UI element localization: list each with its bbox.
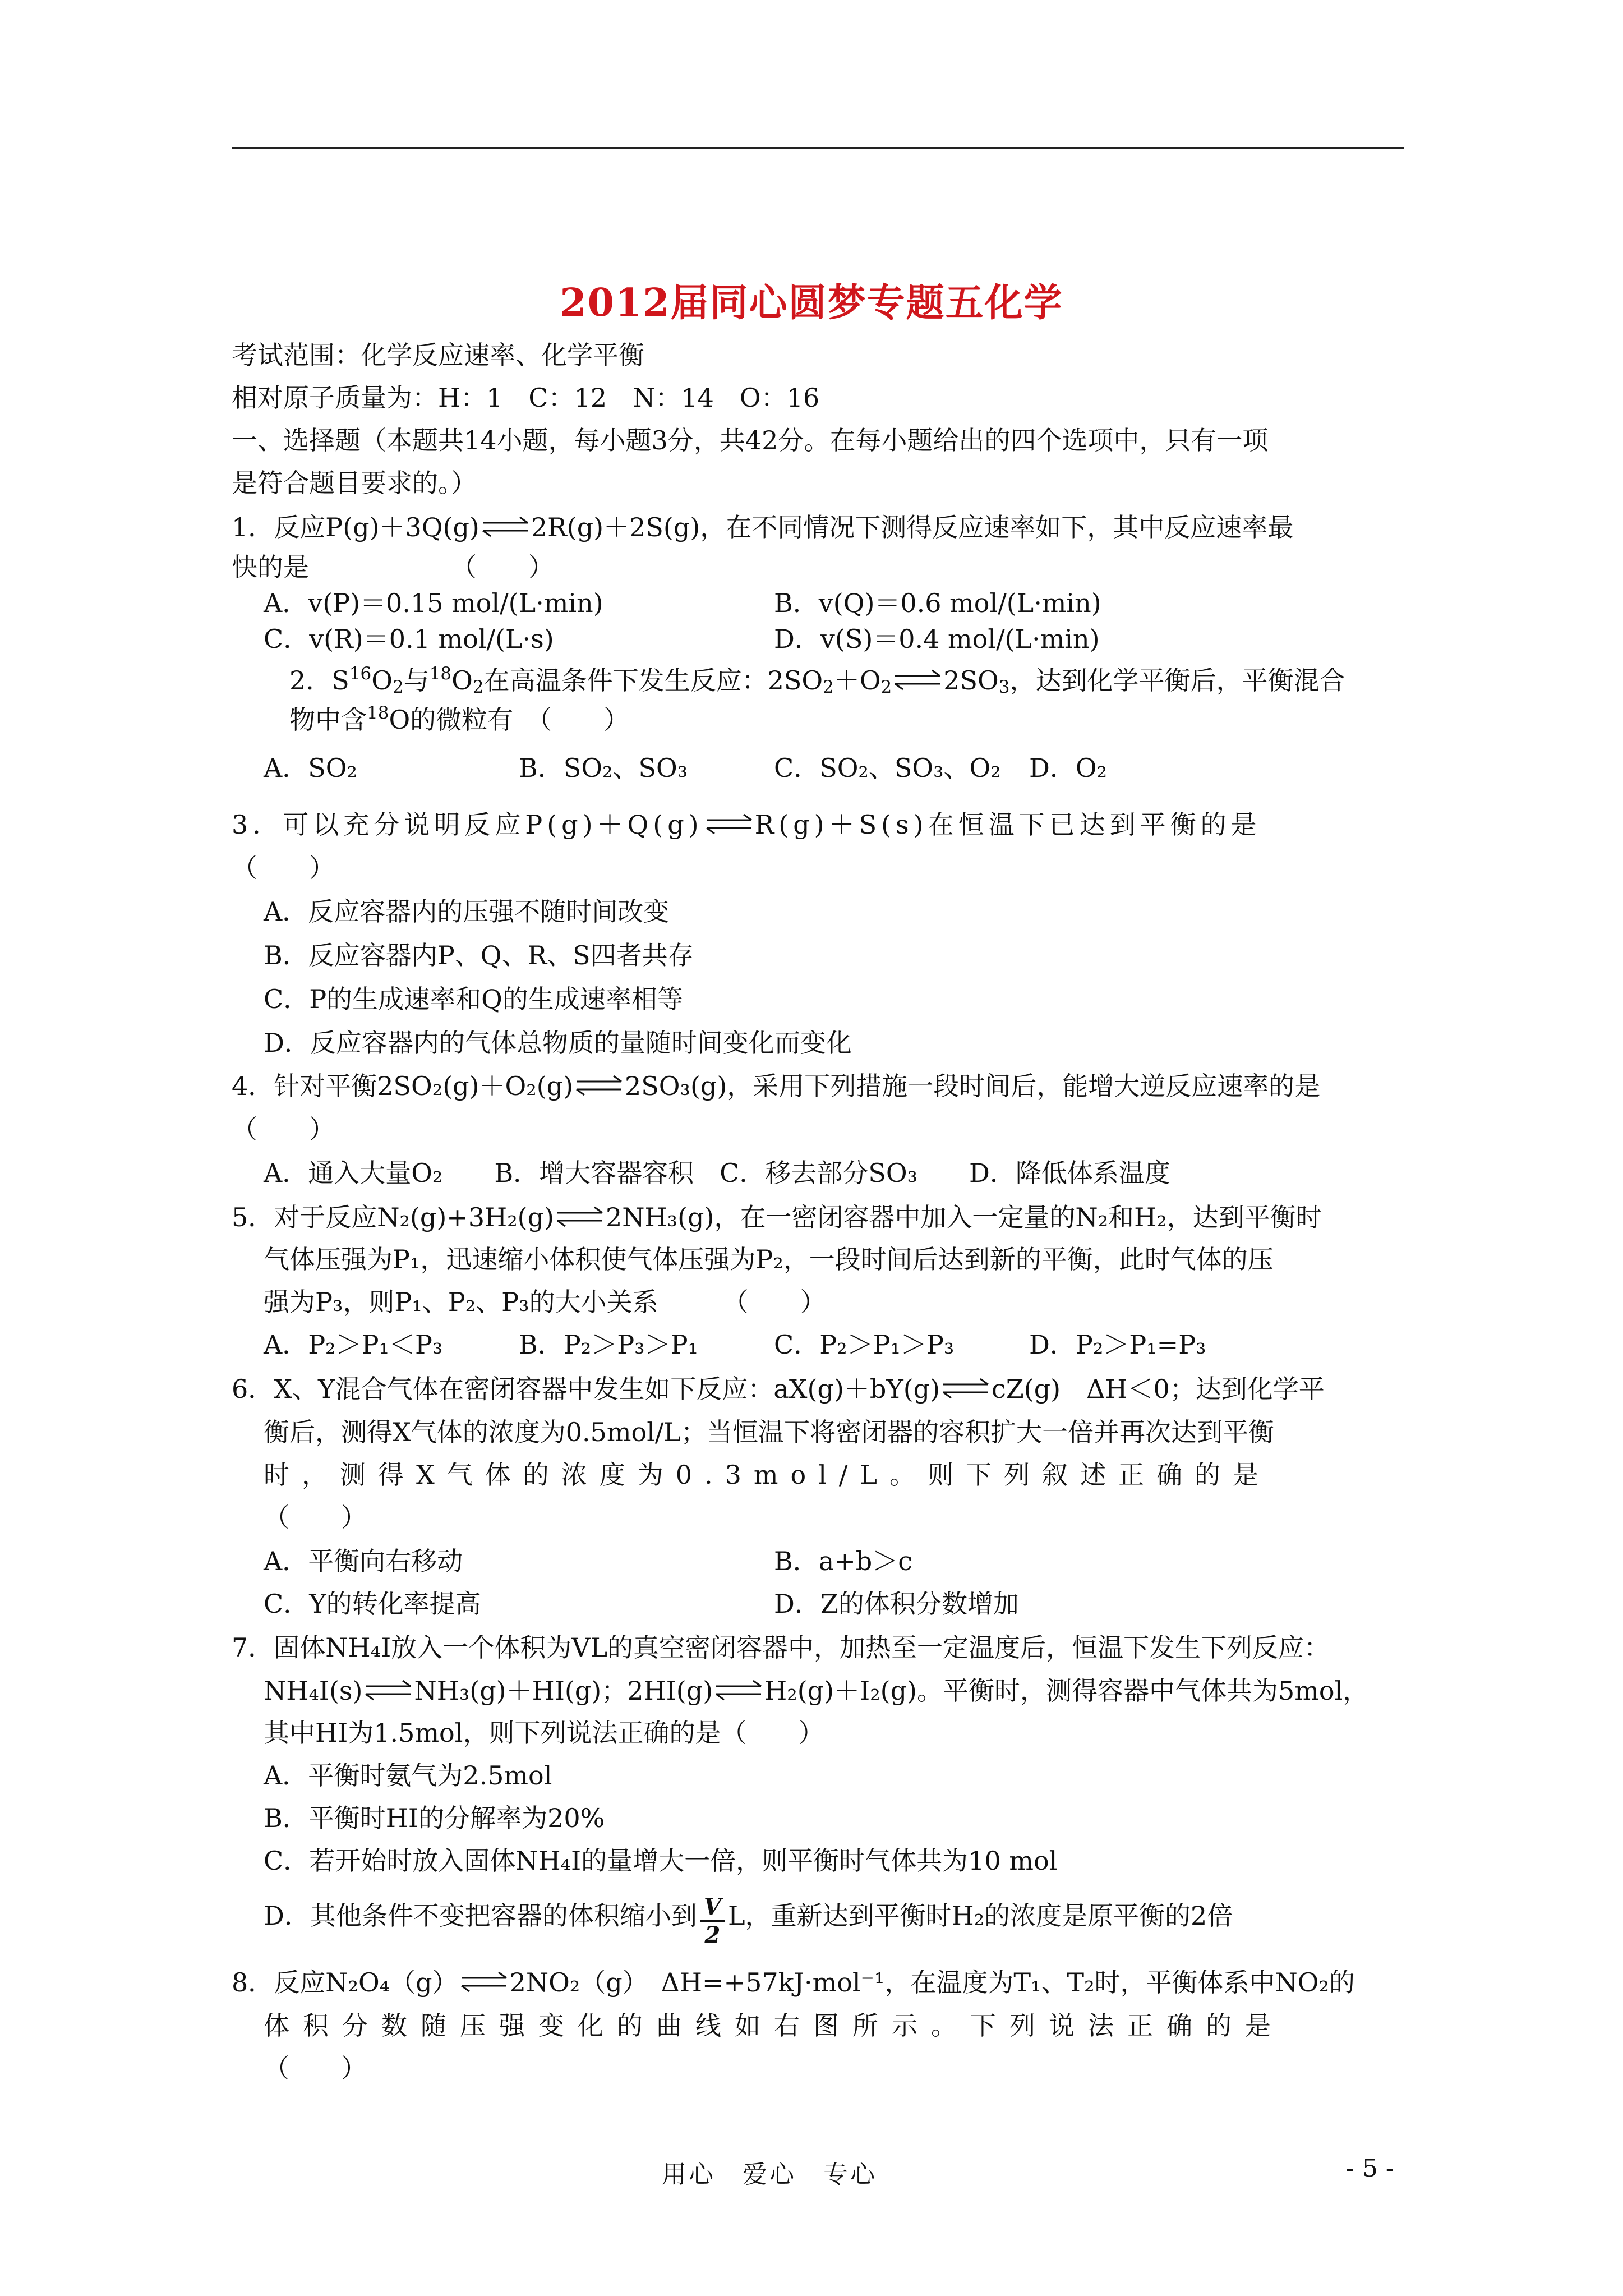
equilibrium-arrow-icon (713, 1677, 764, 1703)
q2-sub: 2 (392, 677, 404, 697)
q1-text-a: 1．反应P(g)＋3Q(g) (232, 512, 479, 542)
q2-sub: 2 (880, 677, 892, 697)
fraction-numerator: V (700, 1896, 725, 1922)
q7-text-a: NH₄I(s) (264, 1676, 363, 1706)
q2-t1: 2．S (289, 665, 349, 696)
q2-option-d: D．O₂ (1029, 753, 1108, 783)
q2-t8: ，达到化学平衡后，平衡混合 (1009, 665, 1345, 696)
q5-line2: 气体压强为P₁，迅速缩小体积使气体压强为P₂，一段时间后达到新的平衡，此时气体的压 (264, 1244, 1274, 1274)
q5-line3: 强为P₃，则P₁、P₂、P₃的大小关系 （ ） (264, 1287, 826, 1317)
question-6 (232, 1375, 1325, 1402)
q2-sub: 2 (823, 677, 834, 697)
q6-option-c: C．Y的转化率提高 (264, 1589, 481, 1619)
equilibrium-arrow-icon (573, 1073, 625, 1098)
equilibrium-arrow-icon (892, 667, 943, 693)
equilibrium-arrow-icon (362, 1677, 414, 1703)
q2-sup: 18 (429, 664, 452, 684)
q7-option-c: C．若开始时放入固体NH₄I的量增大一倍，则平衡时气体共为10 mol (264, 1846, 1058, 1876)
question-1 (232, 514, 1293, 540)
q6-text-a: 6．X、Y混合气体在密闭容器中发生如下反应：aX(g)＋bY(g) (232, 1374, 940, 1404)
q1-line2: 快的是 （ ） (232, 552, 554, 582)
page-title: 2012届同心圆梦专题五化学 (560, 280, 1063, 325)
q7-text-b: NH₃(g)＋HI(g)；2HI(g) (414, 1676, 713, 1706)
q3-option-a: A．反应容器内的压强不随时间改变 (264, 896, 670, 927)
q5-text-b: 2NH₃(g)，在一密闭容器中加入一定量的N₂和H₂，达到平衡时 (606, 1202, 1322, 1232)
q4-text-a: 4．针对平衡2SO₂(g)＋O₂(g) (232, 1071, 574, 1101)
question-4 (232, 1073, 1320, 1099)
q3-text-b: R(g)＋S(s)在恒温下已达到平衡的是 (754, 809, 1261, 840)
q3-option-b: B．反应容器内P、Q、R、S四者共存 (264, 940, 694, 970)
q6-line2: 衡后，测得X气体的浓度为0.5mol/L；当恒温下将密闭器的容积扩大一倍并再次达到平衡 (264, 1417, 1274, 1447)
q7-option-d (264, 1896, 1233, 1947)
q6-option-a: A．平衡向右移动 (264, 1546, 463, 1576)
q1-option-c: C．v(R)＝0.1 mol/(L·s) (264, 624, 554, 654)
q2-sup: 18 (367, 703, 389, 723)
q2-t9: 物中含 (289, 705, 367, 735)
section-heading: 一、选择题（本题共14小题，每小题3分，共42分。在每小题给出的四个选项中，只有一项 (232, 425, 1269, 455)
q6-text-b: cZ(g) ΔH＜0；达到化学平 (992, 1374, 1325, 1404)
q8-line3: （ ） (264, 2053, 367, 2083)
question-8 (232, 1967, 1355, 1998)
fraction-denominator: 2 (704, 1922, 721, 1948)
q3-line2: （ ） (232, 853, 335, 883)
q2-line2 (289, 705, 629, 733)
equilibrium-arrow-icon (554, 1204, 606, 1230)
q2-option-c: C．SO₂、SO₃、O₂ (774, 753, 1001, 783)
equilibrium-arrow-icon (479, 514, 531, 540)
q3-text-a: 3．可以充分说明反应P(g)＋Q(g) (232, 809, 703, 840)
q5-text-a: 5．对于反应N₂(g)+3H₂(g) (232, 1202, 554, 1232)
q4-text-b: 2SO₃(g)，采用下列措施一段时间后，能增大逆反应速率的是 (625, 1071, 1321, 1101)
q2-option-a: A．SO₂ (264, 753, 357, 783)
q2-t3: 与 (403, 665, 430, 696)
q2-t10: O的微粒有 （ ） (389, 705, 630, 735)
fraction (700, 1896, 725, 1947)
q2-t7: 2SO (943, 665, 999, 696)
q7-d-text-a: D．其他条件不变把容器的体积缩小到 (264, 1901, 697, 1931)
q7-option-a: A．平衡时氨气为2.5mol (264, 1760, 552, 1791)
q2-option-b: B．SO₂、SO₃ (519, 753, 688, 783)
exam-scope: 考试范围：化学反应速率、化学平衡 (232, 340, 644, 370)
section-heading-cont: 是符合题目要求的。） (232, 468, 477, 498)
q2-sub: 3 (998, 677, 1010, 697)
q6-option-b: B．a+b＞c (774, 1546, 912, 1576)
q2-sup: 16 (349, 664, 372, 684)
equilibrium-arrow-icon (940, 1375, 992, 1401)
q1-option-b: B．v(Q)＝0.6 mol/(L·min) (774, 588, 1101, 618)
header-rule (232, 147, 1404, 149)
q5-option-d: D．P₂＞P₁=P₃ (1029, 1329, 1206, 1360)
equilibrium-arrow-icon (458, 1969, 510, 1995)
question-7: 7．固体NH₄I放入一个体积为VL的真空密闭容器中，加热至一定温度后，恒温下发生下列反应： (232, 1632, 1330, 1663)
q1-text-b: 2R(g)＋2S(g)，在不同情况下测得反应速率如下，其中反应速率最 (531, 512, 1294, 542)
q7-d-text-b: L，重新达到平衡时H₂的浓度是原平衡的2倍 (727, 1901, 1233, 1931)
q5-option-c: C．P₂＞P₁＞P₃ (774, 1329, 955, 1360)
q2-t6: ＋O (833, 665, 881, 696)
q3-option-c: C．P的生成速率和Q的生成速率相等 (264, 984, 683, 1014)
question-3 (232, 811, 1261, 838)
q4-options: A．通入大量O₂ B．增大容器容积 C．移去部分SO₃ D．降低体系温度 (264, 1158, 1170, 1188)
q5-option-a: A．P₂＞P₁＜P₃ (264, 1329, 443, 1360)
q2-t4: O (451, 665, 473, 696)
q3-option-d: D．反应容器内的气体总物质的量随时间变化而变化 (264, 1028, 852, 1058)
q4-line2: （ ） (232, 1114, 335, 1144)
q5-option-b: B．P₂＞P₃＞P₁ (519, 1329, 698, 1360)
q2-t5: 在高温条件下发生反应：2SO (483, 665, 823, 696)
q6-option-d: D．Z的体积分数增加 (774, 1589, 1019, 1619)
footer-text: 用心 爱心 专心 (662, 2160, 877, 2189)
atomic-mass: 相对原子质量为：H：1 C：12 N：14 O：16 (232, 383, 820, 413)
question-5 (232, 1204, 1322, 1230)
q6-line3: 时，测得X气体的浓度为0.3mol/L。则下列叙述正确的是 (264, 1460, 1271, 1490)
question-2 (289, 665, 1345, 696)
q1-option-d: D．v(S)＝0.4 mol/(L·min) (774, 624, 1100, 654)
q7-text-c: H₂(g)＋I₂(g)。平衡时，测得容器中气体共为5mol， (764, 1676, 1369, 1706)
q8-line2: 体积分数随压强变化的曲线如右图所示。下列说法正确的是 (264, 2010, 1284, 2041)
q6-line4: （ ） (264, 1502, 367, 1533)
page-number: - 5 - (1346, 2154, 1394, 2183)
q2-t2: O (371, 665, 393, 696)
q7-option-b: B．平衡时HI的分解率为20% (264, 1803, 605, 1833)
q7-line3: 其中HI为1.5mol，则下列说法正确的是（ ） (264, 1718, 824, 1748)
equilibrium-arrow-icon (703, 811, 755, 837)
q7-line2 (264, 1677, 1368, 1704)
q2-sub: 2 (472, 677, 484, 697)
q1-option-a: A．v(P)＝0.15 mol/(L·min) (264, 588, 603, 618)
q8-text-a: 8．反应N₂O₄（g） (232, 1967, 458, 1998)
q8-text-b: 2NO₂（g） ΔH=+57kJ·mol⁻¹，在温度为T₁、T₂时，平衡体系中NO₂的 (509, 1967, 1355, 1998)
